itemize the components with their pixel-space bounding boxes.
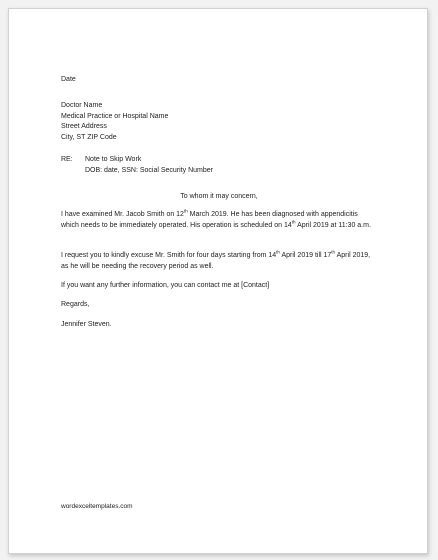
para1-text-b: March 2019. He has been diagnosed with appendicitis which needs to be immediately operated. His operation is scheduled on 14 xyxy=(61,211,358,229)
para2-sup-b: th xyxy=(331,249,336,255)
recipient-city: City, ST ZIP Code xyxy=(61,133,117,141)
para1-sup-b: th xyxy=(291,219,296,225)
letter-page xyxy=(8,8,428,554)
re-subject-row xyxy=(61,155,377,166)
paragraph-contact: If you want any further information, you can contact me at [Contact] xyxy=(61,282,270,289)
para1-sup-a: th xyxy=(183,208,188,214)
date-block xyxy=(61,75,377,86)
para1-text-c: April 2019 at 11:30 a.m. xyxy=(295,221,371,229)
paragraph-excuse-request xyxy=(61,251,377,272)
para2-text-b: April 2019 till 17 xyxy=(279,252,332,259)
re-subject: Note to Skip Work xyxy=(85,156,142,163)
closing: Regards, xyxy=(61,301,90,308)
re-details-row xyxy=(61,166,377,177)
para2-text-a: I request you to kindly excuse Mr. Smith for four days starting from 14 xyxy=(61,252,277,259)
recipient-street: Street Address xyxy=(61,123,107,130)
para1-text-a: I have examined Mr. Jacob Smith on 12 xyxy=(61,211,184,218)
salutation: To whom it may concern, xyxy=(180,193,258,200)
recipient-practice: Medical Practice or Hospital Name xyxy=(61,112,169,120)
re-block xyxy=(61,155,377,176)
para2-text-c: April 2019, as he will be needing the recovery period as well. xyxy=(61,252,371,270)
re-label: RE: xyxy=(61,156,73,163)
para2-sup-a: th xyxy=(276,249,280,255)
footer-website: wordexceltemplates.com xyxy=(61,503,133,510)
re-details: DOB: date, SSN: Social Security Number xyxy=(85,166,213,174)
signature: Jennifer Steven. xyxy=(61,321,112,328)
date: Date xyxy=(61,76,76,83)
recipient-name: Doctor Name xyxy=(61,102,103,109)
paragraph-diagnosis xyxy=(61,210,377,231)
recipient-address xyxy=(61,101,377,143)
